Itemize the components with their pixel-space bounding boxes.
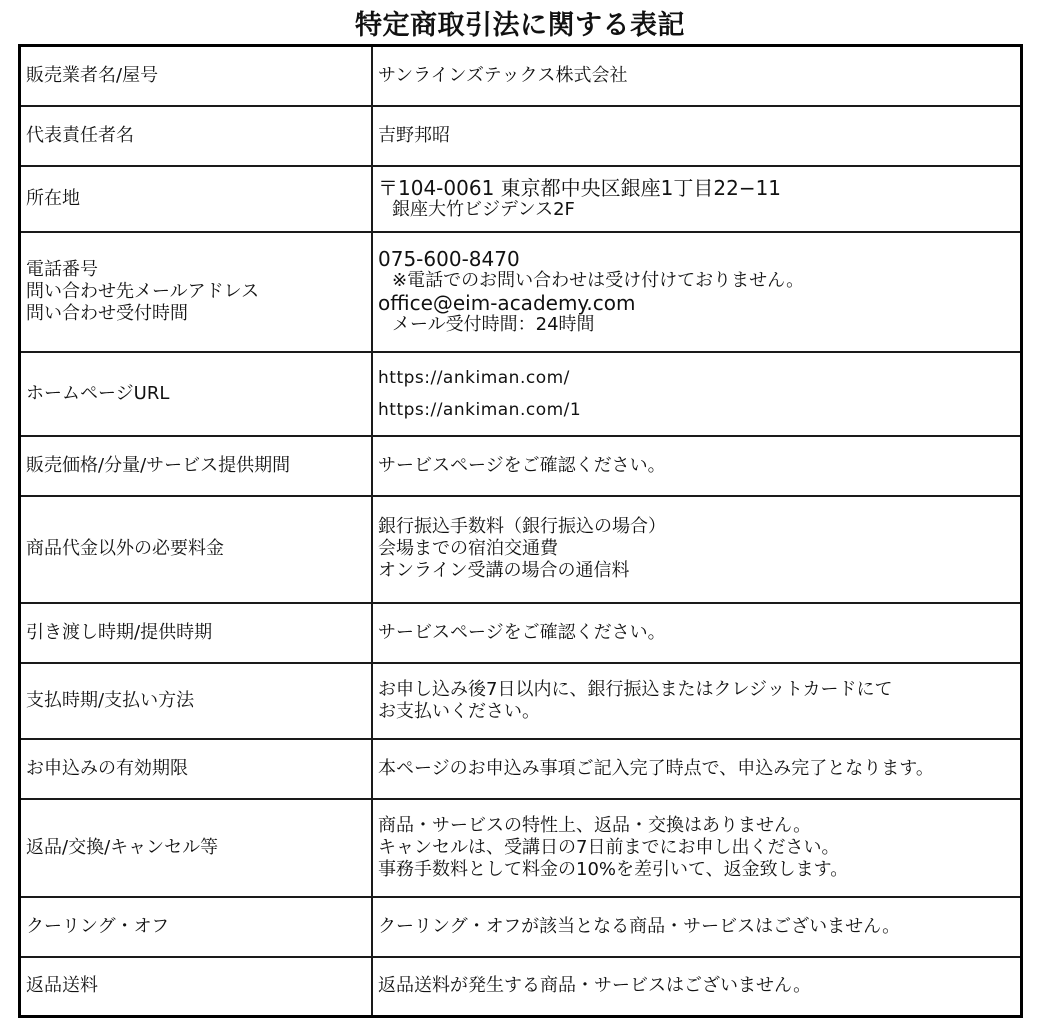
value-line: サービスページをご確認ください。 xyxy=(378,454,666,476)
label-line: 問い合わせ受付時間 xyxy=(26,302,188,324)
table-row-address xyxy=(20,166,1022,232)
label-line: ホームページURL xyxy=(26,382,170,404)
value-line: メール受付時間：24時間 xyxy=(392,313,595,335)
value-line: サンラインズテックス株式会社 xyxy=(378,64,628,86)
table-row-payment xyxy=(20,663,1022,739)
table-row-validity xyxy=(20,739,1022,799)
row-value xyxy=(372,106,1022,166)
page-title: 特定商取引法に関する表記 xyxy=(355,10,685,41)
label-line: 返品送料 xyxy=(26,975,98,997)
label-line: 商品代金以外の必要料金 xyxy=(26,538,224,559)
row-label xyxy=(20,897,373,957)
row-label xyxy=(20,799,373,897)
value-line: オンライン受講の場合の通信料 xyxy=(378,560,630,581)
table-row-cooling-off xyxy=(20,897,1022,957)
row-label xyxy=(20,232,373,352)
value-line: 事務手数料として料金の10%を差引いて、返金致します。 xyxy=(378,858,849,880)
value-line: 〒104-0061 東京都中央区銀座1丁目22−11 xyxy=(378,175,782,200)
row-label xyxy=(20,496,373,603)
row-value xyxy=(372,352,1022,436)
row-label xyxy=(20,603,373,663)
table-row-extra-fees xyxy=(20,496,1022,603)
value-line: 銀行振込手数料（銀行振込の場合） xyxy=(378,516,666,537)
row-label xyxy=(20,663,373,739)
label-line: 所在地 xyxy=(26,187,80,209)
label-line: 引き渡し時期/提供時期 xyxy=(26,621,213,643)
value-line: 銀座大竹ビジデンス2F xyxy=(392,198,575,220)
row-value xyxy=(372,897,1022,957)
row-value xyxy=(372,739,1022,799)
email-address[interactable]: office@eim-academy.com xyxy=(378,290,636,315)
label-line: 代表責任者名 xyxy=(26,124,134,146)
value-line: 吉野邦昭 xyxy=(378,124,450,146)
value-line: 本ページのお申込み事項ご記入完了時点で、申込み完了となります。 xyxy=(378,757,934,779)
value-line: クーリング・オフが該当となる商品・サービスはございません。 xyxy=(378,915,901,937)
label-line: 支払時期/支払い方法 xyxy=(26,689,195,711)
row-label xyxy=(20,352,373,436)
value-line: サービスページをご確認ください。 xyxy=(378,621,666,643)
table-row-homepage xyxy=(20,352,1022,436)
label-line: 電話番号 xyxy=(26,258,98,280)
value-line: お支払いください。 xyxy=(378,700,540,722)
label-line: クーリング・オフ xyxy=(26,915,170,937)
table-row-price xyxy=(20,436,1022,496)
label-line: 返品/交換/キャンセル等 xyxy=(26,836,219,858)
row-value xyxy=(372,496,1022,603)
row-value xyxy=(372,603,1022,663)
value-line: 会場までの宿泊交通費 xyxy=(378,538,558,559)
table-row-return-shipping xyxy=(20,957,1022,1017)
value-line: ※電話でのお問い合わせは受け付けておりません。 xyxy=(392,269,805,291)
row-value xyxy=(372,663,1022,739)
table-row-returns xyxy=(20,799,1022,897)
table-row-representative xyxy=(20,106,1022,166)
row-value xyxy=(372,957,1022,1017)
table-row-delivery xyxy=(20,603,1022,663)
value-line: キャンセルは、受講日の7日前までにお申し出ください。 xyxy=(378,836,840,858)
row-label xyxy=(20,957,373,1017)
row-label xyxy=(20,46,373,106)
row-label xyxy=(20,739,373,799)
row-value xyxy=(372,46,1022,106)
table-row-contact xyxy=(20,232,1022,352)
row-label xyxy=(20,106,373,166)
label-line: 販売業者名/屋号 xyxy=(26,64,159,86)
row-label xyxy=(20,436,373,496)
row-value xyxy=(372,232,1022,352)
phone-number: 075-600-8470 xyxy=(378,246,520,271)
row-label xyxy=(20,166,373,232)
label-line: お申込みの有効期限 xyxy=(26,757,188,779)
value-line: 返品送料が発生する商品・サービスはございません。 xyxy=(378,975,812,997)
homepage-link[interactable]: https://ankiman.com/1 xyxy=(378,399,582,420)
label-line: 問い合わせ先メールアドレス xyxy=(26,280,260,302)
row-value xyxy=(372,166,1022,232)
homepage-link[interactable]: https://ankiman.com/ xyxy=(378,367,570,388)
value-line: お申し込み後7日以内に、銀行振込またはクレジットカードにて xyxy=(378,678,893,700)
row-value xyxy=(372,799,1022,897)
table-row-seller xyxy=(20,46,1022,106)
value-line: 商品・サービスの特性上、返品・交換はありません。 xyxy=(378,814,812,836)
label-line: 販売価格/分量/サービス提供期間 xyxy=(26,454,291,476)
row-value xyxy=(372,436,1022,496)
disclosure-table xyxy=(18,44,1023,1018)
